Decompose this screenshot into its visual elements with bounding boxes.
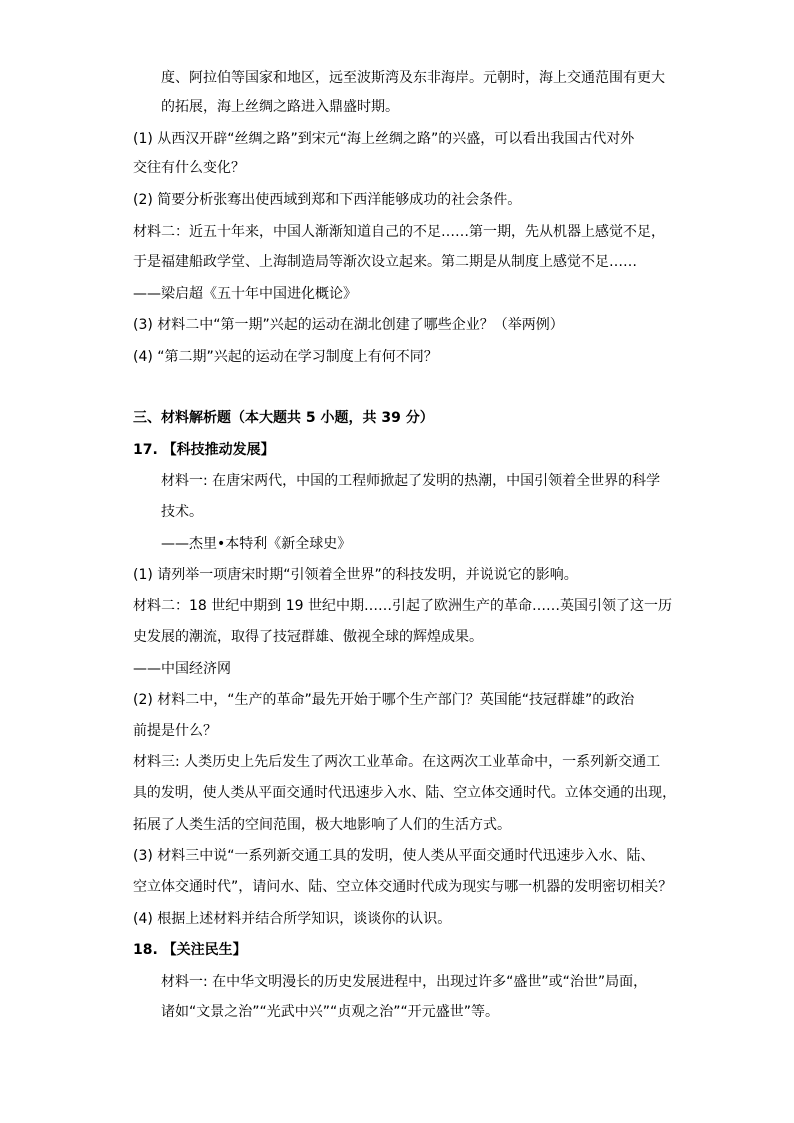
- text-line: 材料一: 在中华文明漫长的历史发展进程中，出现过许多“盛世”或“治世”局面，: [161, 974, 648, 990]
- text-line: 拓展了人类生活的空间范围，极大地影响了人们的生活方式。: [133, 817, 511, 833]
- text-line: 前提是什么？: [133, 723, 217, 739]
- question-heading: 18. 【关注民生】: [133, 942, 247, 958]
- text-line: 度、阿拉伯等国家和地区，远至波斯湾及东非海岸。元朝时，海上交通范围有更大: [161, 70, 665, 86]
- text-line: 材料一: 在唐宋两代，中国的工程师掀起了发明的热潮，中国引领着全世界的科学: [161, 473, 661, 489]
- text-line: 技术。: [161, 504, 203, 520]
- text-line: (1) 从西汉开辟“丝绸之路”到宋元“海上丝绸之路”的兴盛，可以看出我国古代对外: [133, 131, 635, 147]
- text-line: 材料三: 人类历史上先后发生了两次工业革命。在这两次工业革命中，一系列新交通工: [133, 754, 661, 770]
- text-line: (3) 材料二中“第一期”兴起的运动在湖北创建了哪些企业？（举两例）: [133, 317, 564, 333]
- text-line: 具的发明，使人类从平面交通时代迅速步入水、陆、空立体交通时代。立体交通的出现，: [133, 785, 676, 801]
- text-line: 空立体交通时代”，请问水、陆、空立体交通时代成为现实与哪一机器的发明密切相关？: [133, 879, 673, 895]
- text-line: (3) 材料三中说“一系列新交通工具的发明，使人类从平面交通时代迅速步入水、陆、: [133, 848, 655, 864]
- text-line: 的拓展，海上丝绸之路进入鼎盛时期。: [161, 99, 399, 115]
- text-line: 材料二：近五十年来，中国人渐渐知道自己的不足……第一期，先从机器上感觉不足，: [133, 224, 665, 240]
- section-heading: 三、材料解析题（本大题共 5 小题，共 39 分）: [133, 410, 434, 426]
- text-line: 史发展的潮流，取得了技冠群雄、傲视全球的辉煌成果。: [133, 629, 483, 645]
- question-heading: 17. 【科技推动发展】: [133, 442, 275, 458]
- text-line: 材料二：18 世纪中期到 19 世纪中期……引起了欧洲生产的革命……英国引领了这一历: [133, 598, 672, 614]
- text-line: ——杰里•本特利《新全球史》: [161, 536, 352, 552]
- text-line: 于是福建船政学堂、上海制造局等渐次设立起来。第二期是从制度上感觉不足……: [133, 254, 637, 270]
- text-line: (4) “第二期”兴起的运动在学习制度上有何不同？: [133, 349, 438, 365]
- text-line: 诸如“文景之治”“光武中兴”“贞观之治”“开元盛世”等。: [161, 1004, 500, 1020]
- text-line: (2) 简要分析张骞出使西域到郑和下西洋能够成功的社会条件。: [133, 192, 522, 208]
- text-line: (1) 请列举一项唐宋时期“引领着全世界”的科技发明，并说说它的影响。: [133, 567, 578, 583]
- text-line: (2) 材料二中，“生产的革命”最先开始于哪个生产部门？英国能“技冠群雄”的政治: [133, 692, 635, 708]
- text-line: 交往有什么变化？: [133, 160, 245, 176]
- text-line: ——梁启超《五十年中国进化概论》: [133, 286, 357, 302]
- text-line: ——中国经济网: [133, 661, 231, 677]
- text-line: (4) 根据上述材料并结合所学知识，谈谈你的认识。: [133, 911, 452, 927]
